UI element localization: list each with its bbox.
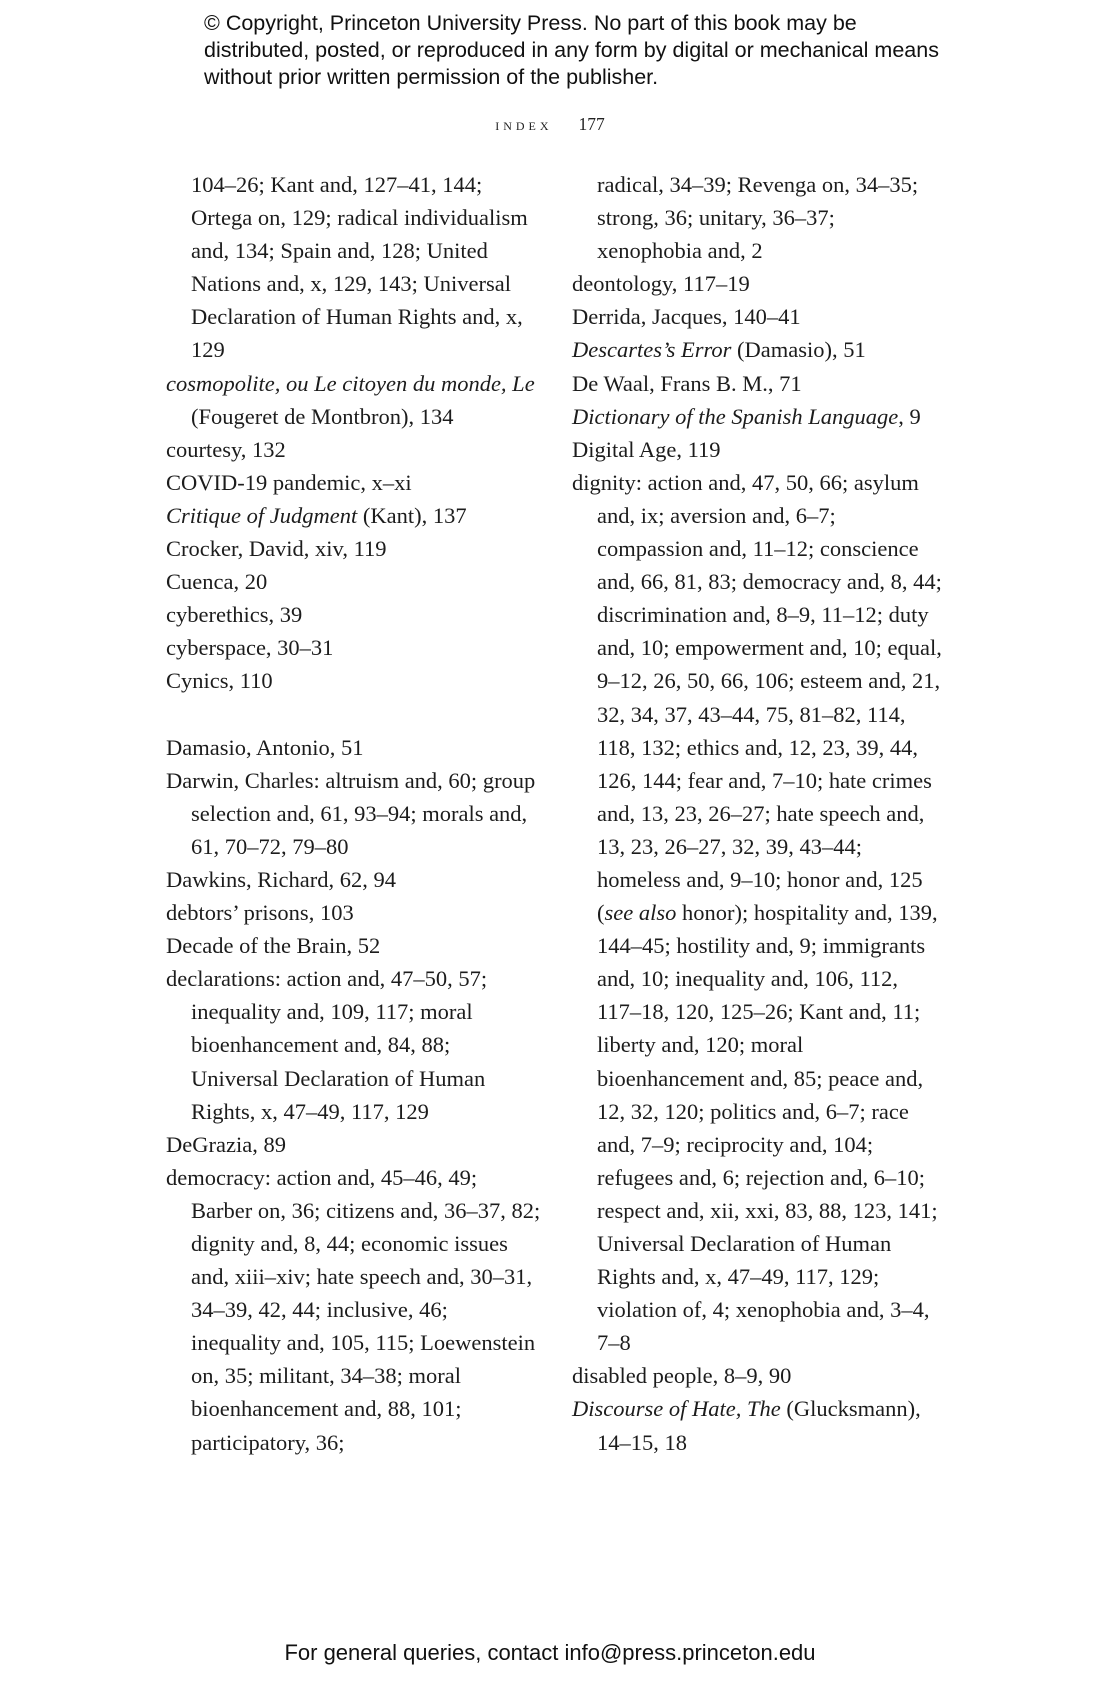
index-column-left — [166, 168, 542, 1459]
index-entry: cyberethics, 39 — [166, 602, 303, 628]
index-entry-continued: radical, 34–39; Revenga on, 34–35; strong, 36; unitary, 36–37; xenophobia and, 2 — [597, 172, 919, 264]
entry-refs: (Glucksmann), 14–15, 18 — [597, 1396, 921, 1455]
entry-title: Critique of Judgment — [166, 502, 358, 528]
index-entry-continued: 104–26; Kant and, 127–41, 144; Ortega on, 129; radical individualism and, 134; Spain and, 128; United Nations and, x, 129, 143; Universal Declaration of Human Rights and, x, 129 — [191, 172, 528, 363]
index-entry: debtors’ prisons, 103 — [166, 900, 354, 926]
entry-title: Dictionary of the Spanish Language — [572, 403, 899, 429]
running-title: index — [495, 114, 553, 134]
copyright-notice: © Copyright, Princeton University Press. No part of this book may be distributed, posted, or reproduced in any form by digital or mechanical means without prior written permission of the publisher. — [204, 11, 939, 89]
running-head — [0, 114, 1100, 135]
index-entry: Digital Age, 119 — [572, 436, 721, 462]
index-entry — [166, 367, 542, 433]
entry-refs: (Kant), 137 — [357, 502, 467, 528]
entry-refs: (Damasio), 51 — [731, 337, 866, 363]
index-entry — [166, 499, 542, 532]
index-entry: cyberspace, 30–31 — [166, 635, 334, 661]
index-entry: COVID-19 pandemic, x–xi — [166, 469, 412, 495]
section-gap — [166, 698, 542, 731]
index-entry: courtesy, 132 — [166, 436, 286, 462]
entry-text: dignity: action and, 47, 50, 66; asylum and, ix; aversion and, 6–7; compassion and, 11–12; conscience and, 66, 81, 83; democracy and, 8, 44; discrimination and, 8–9, 11–12; duty and, 10; empowerment and, 10; equal, 9–12, 26, 50, 66, 106; esteem and, 21, 32, 34, 37, 43–44, 75, 81–82, 114, 118, 132; ethics and, 12, 23, 39, 44, 126, 144; fear and, 7–10; hate crimes and, 13, 23, 26–27; hate speech and, 13, 23, 26–27, 32, 39, 43–44; homeless and, 9–10; honor and, 125 ( — [572, 469, 942, 926]
page-number: 177 — [578, 114, 605, 134]
index-column-right — [572, 168, 942, 1459]
index-entry: Crocker, David, xiv, 119 — [166, 536, 387, 562]
entry-title: Descartes’s Error — [572, 337, 732, 363]
entry-refs: (Fougeret de Montbron), 134 — [191, 403, 454, 429]
index-entry: Cuenca, 20 — [166, 569, 268, 595]
index-entry: Decade of the Brain, 52 — [166, 933, 381, 959]
index-entry: declarations: action and, 47–50, 57; inequality and, 109, 117; moral bioenhancement and, 84, 88; Universal Declaration of Human Rights, x, 47–49, 117, 129 — [166, 966, 488, 1124]
index-entry: democracy: action and, 45–46, 49; Barber on, 36; citizens and, 36–37, 82; dignity and, 8, 44; economic issues and, xiii–xiv; hate speech and, 30–31, 34–39, 42, 44; inclusive, 46; inequality and, 105, 115; Loewenstein on, 35; militant, 34–38; moral bioenhancement and, 88, 101; participatory, 36; — [166, 1164, 541, 1455]
footer-contact: For general queries, contact info@press.princeton.edu — [284, 1640, 816, 1665]
index-entry: Damasio, Antonio, 51 — [166, 734, 364, 760]
index-entry: Dawkins, Richard, 62, 94 — [166, 866, 396, 892]
index-entry — [572, 466, 942, 1360]
index-entry — [572, 1392, 942, 1458]
entry-title: cosmopolite, ou Le citoyen du monde, Le — [166, 370, 535, 396]
entry-title: Discourse of Hate, The — [572, 1396, 781, 1422]
index-entry: deontology, 117–19 — [572, 271, 750, 297]
index-entry: disabled people, 8–9, 90 — [572, 1363, 792, 1389]
index-entry: DeGrazia, 89 — [166, 1131, 286, 1157]
index-entry — [572, 333, 942, 366]
entry-refs: , 9 — [898, 403, 921, 429]
index-entry: Cynics, 110 — [166, 668, 273, 694]
index-entry — [572, 400, 942, 433]
index-entry: Darwin, Charles: altruism and, 60; group selection and, 61, 93–94; morals and, 61, 70–72, 79–80 — [166, 767, 536, 859]
index-entry: Derrida, Jacques, 140–41 — [572, 304, 801, 330]
index-entry: De Waal, Frans B. M., 71 — [572, 370, 802, 396]
entry-text: honor); hospitality and, 139, 144–45; hostility and, 9; immigrants and, 10; inequality and, 106, 112, 117–18, 120, 125–26; Kant and, 11; liberty and, 120; moral bioenhancement and, 85; peace and, 12, 32, 120; politics and, 6–7; race and, 7–9; reciprocity and, 104; refugees and, 6; rejection and, 6–10; respect and, xii, xxi, 83, 88, 123, 141; Universal Declaration of Human Rights and, x, 47–49, 117, 129; violation of, 4; xenophobia and, 3–4, 7–8 — [597, 900, 938, 1356]
see-also-ref: see also — [604, 900, 677, 926]
